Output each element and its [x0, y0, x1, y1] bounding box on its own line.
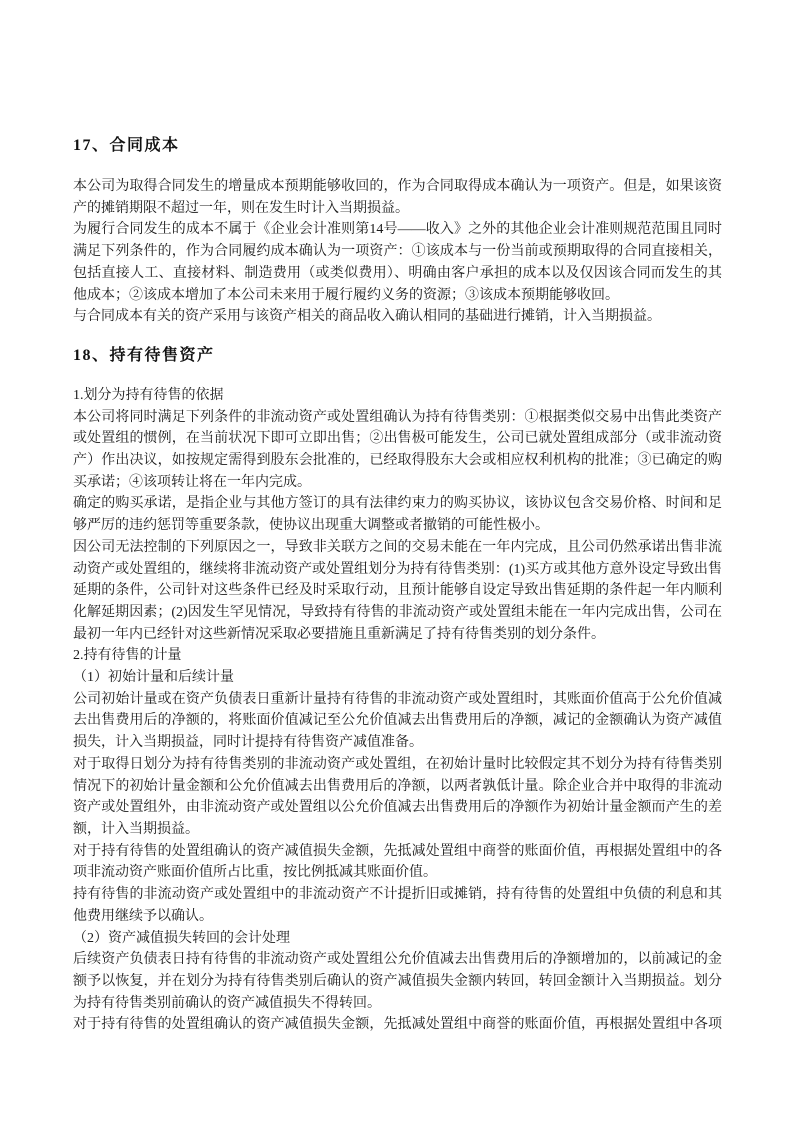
paragraph-truncated: 对于持有待售的处置组确认的资产减值损失金额，先抵减处置组中商誉的账面价值，再根据处置组中各项 [73, 1017, 722, 1033]
paragraph: 持有待售的非流动资产或处置组中的非流动资产不计提折旧或摊销，持有待售的处置组中负债的利息和其他费用继续予以确认。 [73, 887, 722, 924]
paragraph: 本公司为取得合同发生的增量成本预期能够收回的，作为合同取得成本确认为一项资产。但是，如果该资产的摊销期限不超过一年，则在发生时计入当期损益。 [73, 179, 722, 216]
subheading-initial-and-subsequent-measurement: （1）初始计量和后续计量 [73, 670, 234, 686]
paragraph: 为履行合同发生的成本不属于《企业会计准则第14号——收入》之外的其他企业会计准则规范范围且同时满足下列条件的，作为合同履约成本确认为一项资产：①该成本与一份当前或预期取得的合同直接相关，包括直接人工、直接材料、制造费用（或类似费用）、明确由客户承担的成本以及仅因该合同而发生的其他成本；②该成本增加了本公司未来用于履行履约义务的资源；③该成本预期能够收回。 [73, 222, 722, 303]
section-heading-17: 17、合同成本 [73, 137, 180, 154]
paragraph: 与合同成本有关的资产采用与该资产相关的商品收入确认相同的基础进行摊销，计入当期损益。 [73, 309, 661, 325]
section-heading-18: 18、持有待售资产 [73, 346, 215, 364]
paragraph: 对于持有待售的处置组确认的资产减值损失金额，先抵减处置组中商誉的账面价值，再根据处置组中的各项非流动资产账面价值所占比重，按比例抵减其账面价值。 [73, 843, 722, 881]
paragraph: 对于取得日划分为持有待售类别的非流动资产或处置组，在初始计量时比较假定其不划分为持有待售类别情况下的初始计量金额和公允价值减去出售费用后的净额，以两者孰低计量。除企业合并中取得的非流动资产或处置组外，由非流动资产或处置组以公允价值减去出售费用后的净额作为初始计量金额而产生的差额，计入当期损益。 [73, 756, 722, 837]
paragraph: 本公司将同时满足下列条件的非流动资产或处置组确认为持有待售类别：①根据类似交易中出售此类资产或处置组的惯例，在当前状况下即可立即出售；②出售极可能发生，公司已就处置组成部分（或非流动资产）作出决议，如按规定需得到股东会批准的，已经取得股东大会或相应权利机构的批准；③已确定的购买承诺；④该项转让将在一年内完成。 [73, 409, 722, 490]
subheading-impairment-reversal: （2）资产减值损失转回的会计处理 [73, 930, 290, 946]
subheading-measurement: 2.持有待售的计量 [73, 648, 182, 664]
paragraph: 确定的购买承诺，是指企业与其他方签订的具有法律约束力的购买协议，该协议包含交易价格、时间和足够严厉的违约惩罚等重要条款，使协议出现重大调整或者撤销的可能性极小。 [73, 496, 722, 534]
section-contract-costs [73, 134, 722, 328]
paragraph: 因公司无法控制的下列原因之一，导致非关联方之间的交易未能在一年内完成，且公司仍然承诺出售非流动资产或处置组的，继续将非流动资产或处置组划分为持有待售类别：(1)买方或其他方意外设定导致出售延期的条件，公司针对这些条件已经及时采取行动，且预计能够自设定导致出售延期的条件起一年内顺利化解延期因素；(2)因发生罕见情况，导致持有待售的非流动资产或处置组未能在一年内完成出售，公司在最初一年内已经针对这些新情况采取必要措施且重新满足了持有待售类别的划分条件。 [73, 539, 722, 642]
subheading-basis-of-classification: 1.划分为持有待售的依据 [73, 387, 224, 403]
paragraph: 后续资产负债表日持有待售的非流动资产或处置组公允价值减去出售费用后的净额增加的，以前减记的金额予以恢复，并在划分为持有待售类别后确认的资产减值损失金额内转回，转回金额计入当期损益。划分为持有待售类别前确认的资产减值损失不得转回。 [73, 952, 722, 1011]
section-held-for-sale-assets [73, 344, 722, 1036]
paragraph: 公司初始计量或在资产负债表日重新计量持有待售的非流动资产或处置组时，其账面价值高于公允价值减去出售费用后的净额的，将账面价值减记至公允价值减去出售费用后的净额，减记的金额确认为资产减值损失，计入当期损益，同时计提持有待售资产减值准备。 [73, 691, 722, 751]
